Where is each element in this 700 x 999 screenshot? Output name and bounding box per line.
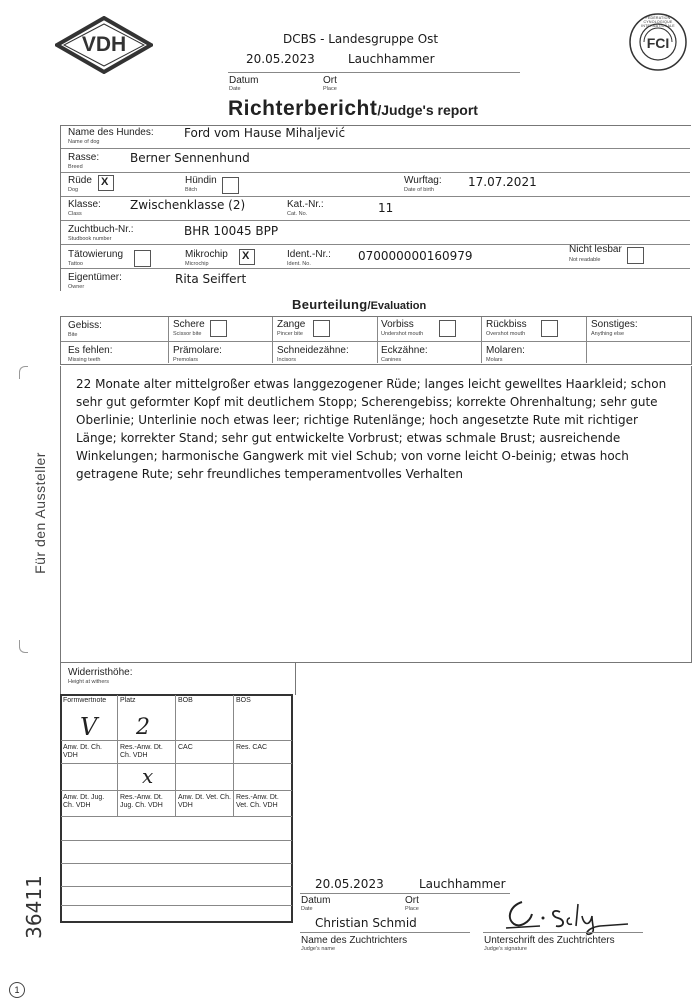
microchip-label: Mikrochip <box>185 249 228 260</box>
ident: 070000000160979 <box>358 249 473 263</box>
undershot-sub: Undershot mouth <box>381 331 424 337</box>
catno-sub: Cat. No. <box>287 211 308 217</box>
microchip-checkbox-mark: X <box>242 250 250 262</box>
molars-sub: Molars <box>486 357 503 363</box>
title-sub: /Judge's report <box>377 102 478 118</box>
page-number-text: 1 <box>14 985 20 995</box>
judge-line <box>300 932 470 933</box>
grid-h3 <box>61 790 292 791</box>
title-main: Richterbericht <box>228 97 378 120</box>
missing-label: Es fehlen: <box>68 345 113 356</box>
notreadable-sub: Not readable <box>569 257 601 263</box>
tattoo-label: Tätowierung <box>68 249 124 260</box>
overshot-sub: Overshot mouth <box>486 331 526 337</box>
incisors-sub: Incisors <box>277 357 296 363</box>
footer-date-sub: Date <box>301 906 313 912</box>
name-line <box>61 148 690 149</box>
name-label: Name des Hundes: <box>68 127 154 138</box>
height-label: Widerristhöhe: <box>68 667 133 678</box>
footer-place-sub: Place <box>405 906 419 912</box>
signature-sub: Judge's signature <box>484 946 527 952</box>
pincer-label: Zange <box>277 319 306 330</box>
height-sub: Height at withers <box>68 679 109 685</box>
grade-header-2: Platz <box>120 697 136 704</box>
ident-label: Ident.-Nr.: <box>287 249 331 260</box>
dog-name: Ford vom Hause Mihaljević <box>184 126 346 140</box>
grade-value-platz: 2 <box>136 715 150 740</box>
male-checkbox-mark: X <box>101 176 109 188</box>
footer-date: 20.05.2023 <box>315 877 384 891</box>
grade-row3-1: Anw. Dt. Jug. Ch. VDH <box>63 794 105 809</box>
teeth-div-2 <box>272 317 273 363</box>
grade-header-4: BOS <box>236 697 251 704</box>
premolars-sub: Premolars <box>173 357 199 363</box>
incisors-label: Schneidezähne: <box>277 345 349 356</box>
grade-row2-1: Anw. Dt. Ch. VDH <box>63 744 102 759</box>
class-sub: Class <box>68 211 82 217</box>
evaluation-title <box>292 296 426 314</box>
tattoo-sub: Tattoo <box>68 261 83 267</box>
signature-label: Unterschrift des Zuchtrichters <box>484 935 615 946</box>
male-sub: Dog <box>68 187 79 193</box>
overshot-checkbox[interactable] <box>541 320 558 337</box>
class-line <box>61 220 690 221</box>
catno-label: Kat.-Nr.: <box>287 199 324 210</box>
page-number <box>9 982 25 998</box>
notreadable-checkbox[interactable] <box>627 247 644 264</box>
dob-sub: Date of birth <box>404 187 434 193</box>
teeth-div-4 <box>481 317 482 363</box>
grade-header-1: Formwertnote <box>63 697 107 704</box>
male-checkbox[interactable] <box>98 175 114 191</box>
class-label: Klasse: <box>68 199 101 210</box>
grade-row2-2: Res.-Anw. Dt. Ch. VDH <box>120 744 163 759</box>
studbook: BHR 10045 BPP <box>184 224 279 238</box>
evaluation-title-sub: /Evaluation <box>367 300 427 312</box>
grid-h6 <box>61 863 292 864</box>
side-brace-bottom <box>19 640 28 653</box>
pincer-checkbox[interactable] <box>313 320 330 337</box>
grade-row3-2: Res.-Anw. Dt. Jug. Ch. VDH <box>120 794 163 809</box>
grade-value-res-anw: x <box>142 764 154 788</box>
judge-signature <box>500 896 640 936</box>
undershot-checkbox[interactable] <box>439 320 456 337</box>
dob-label: Wurftag: <box>404 175 442 186</box>
catno: 11 <box>378 201 394 215</box>
footer-place-label: Ort <box>405 895 419 906</box>
side-label: Für den Aussteller <box>32 452 48 574</box>
grid-h4 <box>61 816 292 817</box>
fci-logo-ring-text: FÉDÉRATION CYNOLOGIQUE INTERNATIONALE <box>641 16 675 28</box>
premolars-label: Prämolare: <box>173 345 222 356</box>
judge-label: Name des Zuchtrichters <box>301 935 408 946</box>
organizer: DCBS - Landesgruppe Ost <box>283 32 439 46</box>
grid-h2 <box>61 763 292 764</box>
chip-line <box>61 268 690 269</box>
microchip-checkbox[interactable] <box>239 249 255 265</box>
fci-logo-text: FCI <box>646 35 670 51</box>
header-place-label: Ort <box>323 75 337 86</box>
footer-date-label: Datum <box>301 895 331 906</box>
tattoo-checkbox[interactable] <box>134 250 151 267</box>
header-date-sub: Date <box>229 86 241 92</box>
vdh-logo-text: VDH <box>81 33 127 56</box>
other-label: Sonstiges: <box>591 319 638 330</box>
grade-row2-4: Res. CAC <box>236 744 268 751</box>
class: Zwischenklasse (2) <box>130 198 246 212</box>
grade-header-3: BOB <box>178 697 193 704</box>
vdh-logo <box>55 16 153 74</box>
scissor-checkbox[interactable] <box>210 320 227 337</box>
owner: Rita Seiffert <box>175 272 247 286</box>
scissor-sub: Scissor bite <box>173 331 202 337</box>
grade-row3-4: Res.-Anw. Dt. Vet. Ch. VDH <box>236 794 279 809</box>
fci-logo <box>628 12 688 72</box>
grid-v1 <box>117 695 118 817</box>
grade-row2-3: CAC <box>178 744 193 751</box>
bite-label: Gebiss: <box>68 320 102 331</box>
signature-line <box>483 932 643 933</box>
judge-name: Christian Schmid <box>315 916 417 930</box>
grid-h7 <box>61 886 292 887</box>
scissor-label: Schere <box>173 319 205 330</box>
canines-label: Eckzähne: <box>381 345 428 356</box>
breed-line <box>61 172 690 173</box>
studbook-label: Zuchtbuch-Nr.: <box>68 224 134 235</box>
owner-sub: Owner <box>68 284 85 290</box>
grid-h8 <box>61 905 292 906</box>
undershot-label: Vorbiss <box>381 319 414 330</box>
breed-sub: Breed <box>68 164 83 170</box>
evaluation-title-main: Beurteilung <box>292 297 368 312</box>
studbook-sub: Studbook number <box>68 236 112 242</box>
header-date: 20.05.2023 <box>246 52 315 66</box>
grid-h5 <box>61 840 292 841</box>
grade-row3-3: Anw. Dt. Vet. Ch. VDH <box>178 794 231 809</box>
owner-label: Eigentümer: <box>68 272 122 283</box>
header-place-sub: Place <box>323 86 337 92</box>
teeth-div-3 <box>377 317 378 363</box>
overshot-label: Rückbiss <box>486 319 527 330</box>
header-date-label: Datum <box>229 75 259 86</box>
header-place: Lauchhammer <box>348 52 435 66</box>
canines-sub: Canines <box>381 357 402 363</box>
notreadable-label: Nicht lesbar <box>569 244 622 255</box>
breed-label: Rasse: <box>68 152 100 163</box>
other-sub: Anything else <box>591 331 625 337</box>
molars-label: Molaren: <box>486 345 525 356</box>
male-label: Rüde <box>68 175 92 186</box>
evaluation-text: 22 Monate alter mittelgroßer etwas langgezogener Rüde; langes leicht gewelltes Haarkleid; schon sehr gut geformter Kopf mit deutlichem Stopp; Scherengebiss; korrekte Ohrenhaltung; sehr gute Oberlinie; Unterlinie noch etwas leer; richtige Rutenlänge; hoch angesetzte Rute mit richtiger Länge; korrekter Stand; sehr gut entwickelte Vorbrust; etwas schmale Brust; ausreichende Winkelungen; harmonische Gangwerk mit viel Schub; von vorne leicht O-beinig; etwas hoch getragene Rute; sehr freundliches temperamentvolles Verhalten <box>76 377 667 481</box>
grid-v2 <box>175 695 176 817</box>
grade-value-formwert: V <box>80 713 98 741</box>
judge-sub: Judge's name <box>301 946 336 952</box>
teeth-div-1 <box>168 317 169 363</box>
missing-sub: Missing teeth <box>68 357 101 363</box>
header-date-line <box>228 72 520 73</box>
serial-number: 36411 <box>22 875 46 939</box>
bite-sub: Bite <box>68 332 78 338</box>
breed: Berner Sennenhund <box>130 151 250 165</box>
pincer-sub: Pincer bite <box>277 331 303 337</box>
female-sub: Bitch <box>185 187 198 193</box>
female-checkbox[interactable] <box>222 177 239 194</box>
name-sub: Name of dog <box>68 139 100 145</box>
teeth-div-5 <box>586 317 587 363</box>
page-title <box>228 97 478 121</box>
sex-line <box>61 196 690 197</box>
footer-place: Lauchhammer <box>419 877 506 891</box>
side-brace-top <box>19 366 28 379</box>
footer-date-line <box>300 893 510 894</box>
teeth-mid-line <box>61 341 690 342</box>
microchip-sub: Microchip <box>185 261 209 267</box>
ident-sub: Ident. No. <box>287 261 311 267</box>
female-label: Hündin <box>185 175 217 186</box>
dob: 17.07.2021 <box>468 175 537 189</box>
grid-v3 <box>233 695 234 817</box>
